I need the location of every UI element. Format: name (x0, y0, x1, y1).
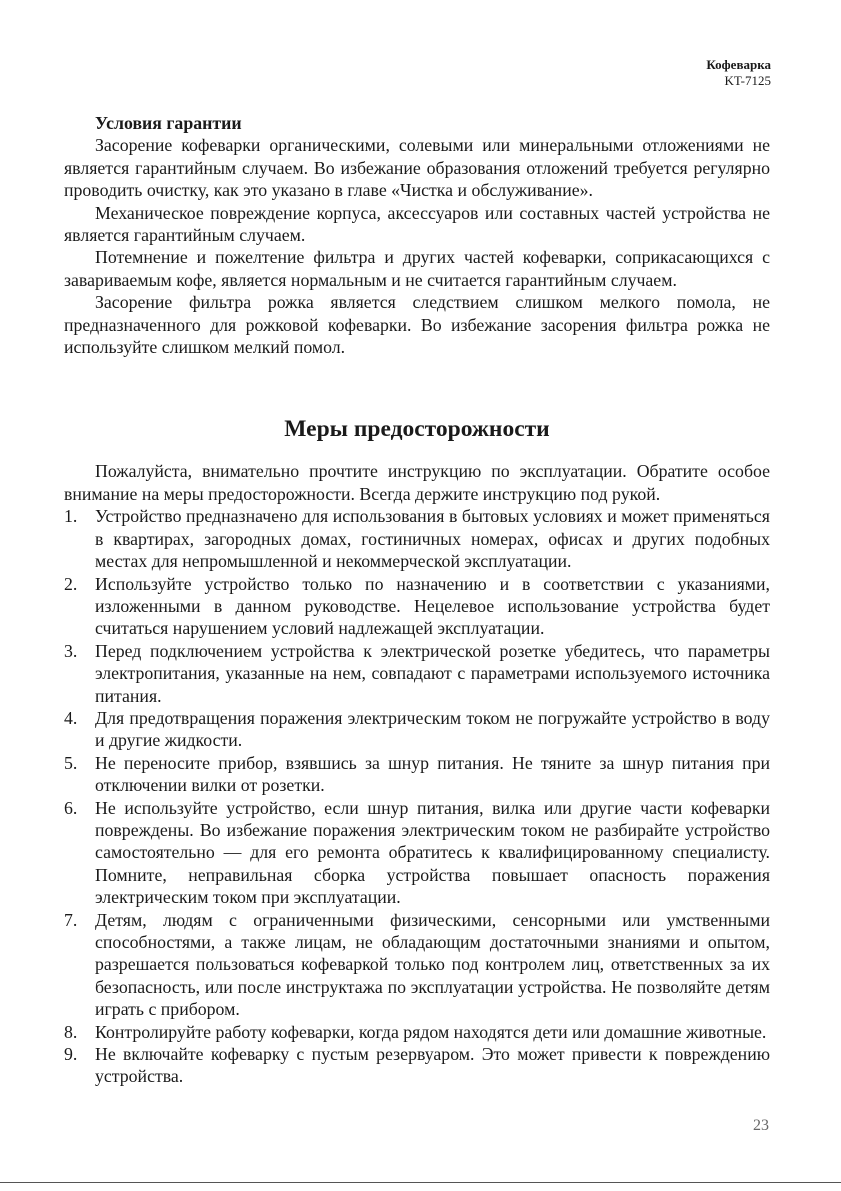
list-item (64, 573, 770, 640)
list-item (64, 1021, 770, 1043)
list-item-number: 3. (64, 640, 78, 661)
list-item-number: 5. (64, 752, 78, 773)
list-item-text: Не переносите прибор, взявшись за шнур питания. Не тяните за шнур питания при отключении вилки от розетки. (95, 752, 770, 796)
list-item (64, 909, 770, 1021)
list-item-number: 4. (64, 707, 78, 728)
list-item-text: Перед подключением устройства к электрической розетке убедитесь, что параметры электропитания, указанные на нем, совпадают с параметрами используемого источника питания. (95, 640, 770, 706)
page-number: 23 (753, 1117, 769, 1134)
warranty-section (64, 112, 770, 358)
list-item-number: 8. (64, 1021, 78, 1042)
list-item-text: Детям, людям с ограниченными физическими, сенсорными или умственными способностями, а также лицам, не обладающим достаточными знаниями и опытом, разрешается пользоваться кофеваркой только под контролем лиц, ответственных за их безопасность, или после инструктажа по эксплуатации устройства. Не позволяйте детям играть с прибором. (95, 909, 770, 1020)
list-item (64, 505, 770, 572)
list-item-text: Не включайте кофеварку с пустым резервуаром. Это может привести к повреждению устройства. (95, 1044, 770, 1087)
list-item (64, 797, 770, 909)
list-item-text: Контролируйте работу кофеварки, когда рядом находятся дети или домашние животные. (95, 1021, 767, 1042)
warranty-title: Условия гарантии (95, 113, 242, 133)
list-item (64, 1043, 770, 1088)
header-product-name: Кофеварка (706, 57, 771, 72)
list-item (64, 707, 770, 752)
bottom-divider (0, 1182, 841, 1183)
list-item-number: 7. (64, 909, 78, 930)
list-item (64, 752, 770, 797)
warranty-paragraph: Засорение кофеварки органическими, солевыми или минеральными отложениями не является гарантийным случаем. Во избежание образования отложений требуется регулярно проводить очистку, как это указано в главе «Чистка и обслуживание». (64, 135, 770, 201)
page-content (64, 112, 770, 1088)
list-item-text: Не используйте устройство, если шнур питания, вилка или другие части кофеварки повреждены. Во избежание поражения электрическим током не разбирайте устройство самостоятельно — для его ремонта обратитесь к квалифицированному специалисту. Помните, неправильная сборка устройства повышает опасность поражения электрическим током при эксплуатации. (95, 797, 770, 908)
list-item-number: 1. (64, 506, 78, 527)
precautions-intro: Пожалуйста, внимательно прочтите инструкцию по эксплуатации. Обратите особое внимание на меры предосторожности. Всегда держите инструкцию под рукой. (64, 461, 770, 504)
warranty-paragraph: Засорение фильтра рожка является следствием слишком мелкого помола, не предназначенного для рожковой кофеварки. Во избежание засорения фильтра рожка не используйте слишком мелкий помол. (64, 292, 770, 358)
precautions-list (64, 505, 770, 1088)
precautions-title: Меры предосторожности (284, 416, 550, 443)
list-item (64, 640, 770, 707)
list-item-number: 9. (64, 1044, 78, 1065)
list-item-number: 2. (64, 573, 78, 594)
list-item-number: 6. (64, 797, 78, 818)
list-item-text: Используйте устройство только по назначению и в соответствии с указаниями, изложенными в данном руководстве. Нецелевое использование устройства будет считаться нарушением условий надлежащей эксплуатации. (95, 573, 770, 639)
precautions-section (64, 414, 770, 1087)
running-header (706, 57, 771, 89)
list-item-text: Устройство предназначено для использования в бытовых условиях и может применяться в квартирах, загородных домах, гостиничных номерах, офисах и других подобных местах для непромышленной и некоммерческой эксплуатации. (95, 506, 770, 572)
list-item-text: Для предотвращения поражения электрическим током не погружайте устройство в воду и другие жидкости. (95, 707, 770, 751)
warranty-paragraph: Механическое повреждение корпуса, аксессуаров или составных частей устройства не является гарантийным случаем. (64, 202, 770, 246)
header-model-number: KT-7125 (724, 73, 771, 88)
warranty-paragraph: Потемнение и пожелтение фильтра и других частей кофеварки, соприкасающихся с завариваемым кофе, является нормальным и не считается гарантийным случаем. (64, 247, 770, 290)
